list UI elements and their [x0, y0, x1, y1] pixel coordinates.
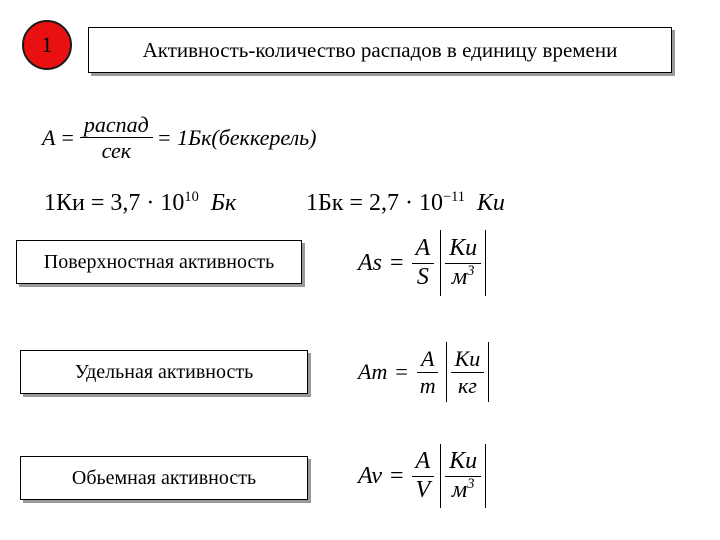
- slide-title-box: [88, 27, 672, 73]
- surface-den: S: [416, 263, 429, 290]
- volume-activity-label-box: [20, 456, 308, 500]
- specific-activity-label-box: [20, 350, 308, 394]
- volume-unit-exp: 3: [467, 475, 475, 492]
- surface-unit-fraction: [445, 235, 481, 291]
- specific-lhs: Am: [358, 359, 388, 384]
- volume-unit-bracket: [440, 444, 486, 508]
- surface-activity-label: Поверхностная активность: [43, 250, 275, 273]
- activity-eq: =: [61, 124, 74, 150]
- surface-unit-num: Ки: [445, 235, 481, 264]
- conversion-bq-to-ci: [306, 190, 505, 217]
- conversion-bq-unit: Ки: [476, 190, 505, 216]
- specific-unit-fraction: [451, 346, 485, 398]
- surface-activity-label-box: [16, 240, 302, 284]
- activity-rhs: = 1Бк(беккерель): [156, 124, 317, 150]
- activity-lhs: A: [42, 124, 56, 150]
- conversion-ci-exp: 10: [184, 189, 199, 205]
- surface-num: A: [412, 235, 435, 264]
- specific-activity-formula: Am = $\frac{A}{m}$ $\frac{Ки}{кг}$: [358, 342, 489, 402]
- activity-formula: [42, 112, 317, 164]
- surface-unit-den: м: [451, 263, 468, 290]
- slide-title: Активность-количество распадов в единицу времени: [142, 37, 618, 62]
- specific-activity-label: Удельная активность: [74, 360, 254, 383]
- surface-unit-exp: 3: [467, 262, 475, 279]
- activity-numerator: распад: [80, 112, 153, 138]
- conversion-ci-to-bq: [44, 190, 236, 217]
- volume-den: V: [415, 476, 431, 503]
- activity-fraction: [80, 112, 153, 164]
- specific-unit-den: кг: [458, 372, 477, 398]
- volume-unit-den: м: [451, 476, 468, 503]
- surface-fraction: [412, 235, 435, 291]
- conversion-bq-left: 1Бк = 2,7 · 10: [306, 190, 443, 216]
- volume-lhs: Av: [358, 462, 382, 489]
- surface-lhs: As: [358, 249, 382, 276]
- slide-number: 1: [41, 32, 53, 57]
- activity-denominator: сек: [101, 138, 132, 164]
- volume-activity-label: Обьемная активность: [71, 466, 257, 489]
- slide-number-badge: [22, 20, 72, 70]
- conversion-ci-left: 1Ки = 3,7 · 10: [44, 190, 185, 216]
- specific-fraction: [416, 346, 440, 398]
- surface-unit-bracket: [440, 230, 486, 296]
- volume-unit-fraction: [445, 448, 481, 504]
- specific-num: A: [417, 346, 438, 372]
- specific-den: m: [419, 372, 436, 398]
- conversion-ci-unit: Бк: [210, 190, 237, 216]
- volume-num: A: [412, 448, 435, 477]
- specific-unit-bracket: [446, 342, 490, 402]
- volume-unit-num: Ки: [445, 448, 481, 477]
- surface-activity-formula: As = $\frac{A}{S}$ $\frac{Ки}{м^3}$: [358, 230, 486, 296]
- volume-fraction: [412, 448, 435, 504]
- volume-activity-formula: Av = $\frac{A}{V}$ $\frac{Ки}{м^3}$: [358, 444, 486, 508]
- specific-unit-num: Ки: [451, 346, 485, 372]
- conversion-bq-exp: −11: [442, 189, 465, 205]
